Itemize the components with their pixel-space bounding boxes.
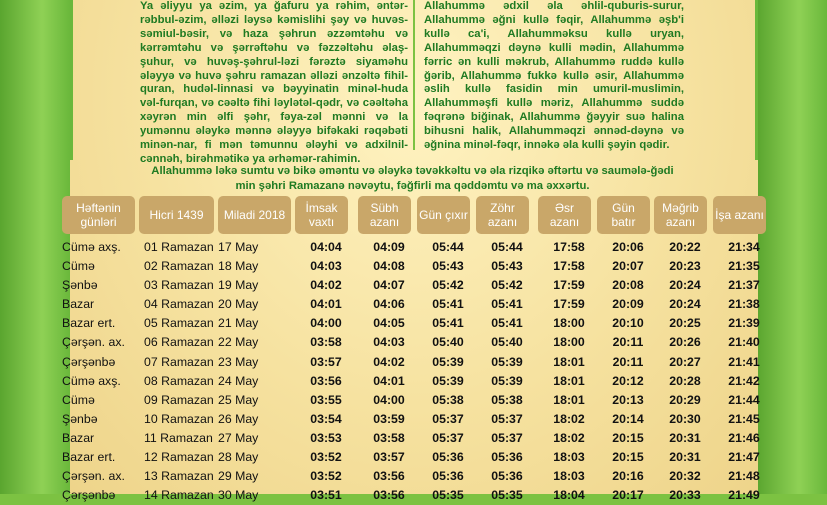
weekday: Çərşən. ax. xyxy=(62,469,125,484)
imsak-time: 03:51 xyxy=(310,488,342,503)
table-row xyxy=(62,238,766,257)
hijri-date: 13 Ramazan xyxy=(144,469,214,484)
imsak-time: 03:55 xyxy=(310,392,342,407)
header-fajr: Sübh azanı xyxy=(358,196,411,234)
imsak-time: 04:00 xyxy=(310,316,342,331)
weekday: Bazar ert. xyxy=(62,316,116,331)
maghrib-time: 20:28 xyxy=(669,373,701,388)
hijri-date: 03 Ramazan xyxy=(144,278,214,293)
gregorian-date: 23 May xyxy=(218,354,259,369)
sunset-time: 20:11 xyxy=(612,335,644,350)
sunset-time: 20:10 xyxy=(612,316,644,331)
table-row xyxy=(62,410,766,429)
hijri-date: 12 Ramazan xyxy=(144,450,214,465)
dhuhr-time: 05:36 xyxy=(491,469,523,484)
hijri-date: 07 Ramazan xyxy=(144,354,214,369)
header-hijri: Hicri 1439 xyxy=(139,196,214,234)
fajr-time: 04:07 xyxy=(373,278,405,293)
weekday: Şənbə xyxy=(62,278,98,293)
isha-time: 21:41 xyxy=(728,354,760,369)
isha-time: 21:37 xyxy=(728,278,760,293)
table-row xyxy=(62,295,766,314)
isha-time: 21:42 xyxy=(728,373,760,388)
fajr-time: 04:02 xyxy=(373,354,405,369)
weekday: Çərşən. ax. xyxy=(62,335,125,350)
fajr-time: 04:05 xyxy=(373,316,405,331)
header-sunrise: Gün çıxır xyxy=(417,196,470,234)
gregorian-date: 24 May xyxy=(218,373,259,388)
sunrise-time: 05:41 xyxy=(432,316,464,331)
fajr-time: 04:03 xyxy=(373,335,405,350)
isha-time: 21:47 xyxy=(728,450,760,465)
asr-time: 17:59 xyxy=(553,297,585,312)
weekday: Bazar ert. xyxy=(62,450,116,465)
isha-time: 21:48 xyxy=(728,469,760,484)
weekday: Çərşənbə xyxy=(62,354,116,369)
sunrise-time: 05:39 xyxy=(432,354,464,369)
sunset-time: 20:08 xyxy=(612,278,644,293)
prayer-text-left: Ya əliyyu ya əzim, ya ğafuru ya rəhim, əntər-rəbbul-əzim, əlləzi ləysə kəmislihi şəy və huvəs-səmiul-bəsir, və haza şəhrun əzzəmtəhu və kərrəmtəhu və şərrəftəhu və fəzzəltəhu əlaş-şuhur, və huvəş-şəhrul-ləzi fərəztə siyaməhu ələyyə və huvə şəhru ramazan əlləzi ənzəltə fihil-quran, hudəl-linnasi və bəyyinatin minəl-huda vəl-furqan, və cəəltə fihi ləylətəl-qədr, və cəəltəha xəyrən min əlfi şəhr, fəya-zəl mənni və la yumənnu ələykə mənnə ələyyə bifəkaki rəqəbəti minən-nar, fi mən təmunnu ələyhi və adxilnil-cənnəh, birəhmətikə ya ərhəmər-rahimin. xyxy=(140,0,408,165)
weekday: Cümə axş. xyxy=(62,373,121,388)
header-gregorian: Miladi 2018 xyxy=(218,196,291,234)
dhuhr-time: 05:36 xyxy=(491,450,523,465)
header-maghrib: Məğrib azanı xyxy=(654,196,707,234)
header-weekday: Həftənin günləri xyxy=(62,196,135,234)
gregorian-date: 28 May xyxy=(218,450,259,465)
prayer-text-right: Allahummə ədxil əla əhlil-quburis-surur, Allahummə əğni kullə fəqir, Allahummə əşb'i kullə ca'i, Allahumməksu kullə uryan, Allahumməqzi dəynə kulli mədin, Allahummə fərric ən kulli məkrub, Allahummə ruddə kullə ğərib, Allahummə fukkə kullə əsir, Allahummə əslih kullə fasidin min umuril-muslimin, Allahumməşfi kullə məriz, Allahummə suddə fəqrənə biğinak, Allahummə ğəyyir suə halina bihusni halik, Allahumməqzi ənnəd-dəynə və əğnina minəl-fəqr, innəkə əla kulli şəyin qədir. xyxy=(424,0,684,152)
sunset-time: 20:16 xyxy=(612,469,644,484)
imsak-time: 04:04 xyxy=(310,240,342,254)
imsak-time: 03:53 xyxy=(310,430,342,445)
table-row xyxy=(62,391,766,410)
fajr-time: 03:57 xyxy=(373,450,405,465)
imsak-time: 03:52 xyxy=(310,469,342,484)
sunset-time: 20:11 xyxy=(612,354,644,369)
table-row xyxy=(62,276,766,295)
sunrise-time: 05:41 xyxy=(432,297,464,312)
asr-time: 18:03 xyxy=(553,469,585,484)
isha-time: 21:39 xyxy=(728,316,760,331)
left-green-border xyxy=(0,0,70,494)
fajr-time: 03:59 xyxy=(373,411,405,426)
imsak-time: 03:56 xyxy=(310,373,342,388)
sunset-time: 20:07 xyxy=(612,259,644,274)
hijri-date: 04 Ramazan xyxy=(144,297,214,312)
isha-time: 21:45 xyxy=(728,411,760,426)
table-row xyxy=(62,372,766,391)
table-row xyxy=(62,314,766,333)
sunrise-time: 05:37 xyxy=(432,430,464,445)
dhuhr-time: 05:42 xyxy=(491,278,523,293)
sunset-time: 20:06 xyxy=(612,240,644,254)
header-isha: İşa azanı xyxy=(713,196,766,234)
table-header xyxy=(62,196,766,234)
header-sunset: Gün batır xyxy=(597,196,650,234)
asr-time: 18:00 xyxy=(553,316,585,331)
sunset-time: 20:12 xyxy=(612,373,644,388)
table-row xyxy=(62,257,766,276)
column-divider xyxy=(413,0,415,150)
sunset-time: 20:09 xyxy=(612,297,644,312)
imsak-time: 03:54 xyxy=(310,411,342,426)
hijri-date: 10 Ramazan xyxy=(144,411,214,426)
table-row xyxy=(62,353,766,372)
fajr-time: 03:56 xyxy=(373,488,405,503)
hijri-date: 11 Ramazan xyxy=(144,430,213,445)
asr-time: 17:59 xyxy=(553,278,585,293)
imsak-time: 04:03 xyxy=(310,259,342,274)
asr-time: 17:58 xyxy=(553,259,585,274)
sunrise-time: 05:36 xyxy=(432,469,464,484)
dhuhr-time: 05:43 xyxy=(491,259,523,274)
dhuhr-time: 05:39 xyxy=(491,373,523,388)
sunrise-time: 05:44 xyxy=(432,240,464,254)
prayer-text-bottom: Allahummə ləkə sumtu və bikə əməntu və ələykə təvəkkəltu və əla rizqikə əftərtu və saumələ-ğədi min şəhri Ramazanə nəvəytu, fəğfirli ma qəddəmtu və ma əxxərtu. xyxy=(151,165,674,192)
weekday: Bazar xyxy=(62,430,95,445)
isha-time: 21:44 xyxy=(728,392,760,407)
hijri-date: 05 Ramazan xyxy=(144,316,214,331)
imsak-time: 03:57 xyxy=(310,354,342,369)
table-row xyxy=(62,333,766,352)
gregorian-date: 22 May xyxy=(218,335,259,350)
asr-time: 18:00 xyxy=(553,335,585,350)
fajr-time: 03:58 xyxy=(373,430,405,445)
imsak-time: 04:02 xyxy=(310,278,342,293)
gregorian-date: 18 May xyxy=(218,259,259,274)
hijri-date: 09 Ramazan xyxy=(144,392,214,407)
header-dhuhr: Zöhr azanı xyxy=(476,196,529,234)
gregorian-date: 17 May xyxy=(218,240,259,254)
header-asr: Əsr azanı xyxy=(538,196,591,234)
sunset-time: 20:15 xyxy=(612,430,644,445)
isha-time: 21:35 xyxy=(728,259,760,274)
sunset-time: 20:15 xyxy=(612,450,644,465)
fajr-time: 03:56 xyxy=(373,469,405,484)
dhuhr-time: 05:37 xyxy=(491,411,523,426)
isha-time: 21:46 xyxy=(728,430,760,445)
dhuhr-time: 05:35 xyxy=(491,488,523,503)
sunset-time: 20:13 xyxy=(612,392,644,407)
gregorian-date: 25 May xyxy=(218,392,259,407)
dhuhr-time: 05:40 xyxy=(491,335,523,350)
isha-time: 21:38 xyxy=(728,297,760,312)
sunrise-time: 05:42 xyxy=(432,278,464,293)
maghrib-time: 20:27 xyxy=(669,354,701,369)
hijri-date: 08 Ramazan xyxy=(144,373,214,388)
fajr-time: 04:01 xyxy=(373,373,405,388)
fajr-time: 04:09 xyxy=(373,240,405,254)
asr-time: 17:58 xyxy=(553,240,585,254)
weekday: Bazar xyxy=(62,297,95,312)
maghrib-time: 20:33 xyxy=(669,488,701,503)
fajr-time: 04:08 xyxy=(373,259,405,274)
sunrise-time: 05:38 xyxy=(432,392,464,407)
maghrib-time: 20:24 xyxy=(669,297,701,312)
maghrib-time: 20:23 xyxy=(669,259,701,274)
asr-time: 18:01 xyxy=(553,373,585,388)
sunrise-time: 05:36 xyxy=(432,450,464,465)
maghrib-time: 20:25 xyxy=(669,316,701,331)
sunrise-time: 05:35 xyxy=(432,488,464,503)
gregorian-date: 29 May xyxy=(218,469,259,484)
sunrise-time: 05:40 xyxy=(432,335,464,350)
sunrise-time: 05:39 xyxy=(432,373,464,388)
hijri-date: 14 Ramazan xyxy=(144,488,214,503)
gregorian-date: 30 May xyxy=(218,488,259,503)
dhuhr-time: 05:39 xyxy=(491,354,523,369)
table-row xyxy=(62,448,766,467)
maghrib-time: 20:30 xyxy=(669,411,701,426)
asr-time: 18:03 xyxy=(553,450,585,465)
sunset-time: 20:14 xyxy=(612,411,644,426)
maghrib-time: 20:31 xyxy=(669,450,701,465)
table-row xyxy=(62,486,766,505)
asr-time: 18:04 xyxy=(553,488,585,503)
asr-time: 18:02 xyxy=(553,430,585,445)
maghrib-time: 20:26 xyxy=(669,335,701,350)
weekday: Şənbə xyxy=(62,411,98,426)
hijri-date: 02 Ramazan xyxy=(144,259,214,274)
hijri-date: 06 Ramazan xyxy=(144,335,214,350)
fajr-time: 04:00 xyxy=(373,392,405,407)
gregorian-date: 26 May xyxy=(218,411,259,426)
hijri-date: 01 Ramazan xyxy=(144,240,214,254)
asr-time: 18:01 xyxy=(553,392,585,407)
maghrib-time: 20:22 xyxy=(669,240,701,254)
asr-time: 18:02 xyxy=(553,411,585,426)
table-row xyxy=(62,467,766,486)
isha-time: 21:34 xyxy=(728,240,760,254)
dhuhr-time: 05:41 xyxy=(491,316,523,331)
asr-time: 18:01 xyxy=(553,354,585,369)
weekday: Cümə xyxy=(62,392,95,407)
sunrise-time: 05:43 xyxy=(432,259,464,274)
imsak-time: 03:52 xyxy=(310,450,342,465)
dhuhr-time: 05:44 xyxy=(491,240,523,254)
maghrib-time: 20:31 xyxy=(669,430,701,445)
isha-time: 21:49 xyxy=(728,488,760,503)
isha-time: 21:40 xyxy=(728,335,760,350)
sunrise-time: 05:37 xyxy=(432,411,464,426)
prayer-times-table xyxy=(62,238,766,505)
weekday: Cümə axş. xyxy=(62,240,121,254)
table-row xyxy=(62,429,766,448)
imsak-time: 03:58 xyxy=(310,335,342,350)
fajr-time: 04:06 xyxy=(373,297,405,312)
maghrib-time: 20:29 xyxy=(669,392,701,407)
imsak-time: 04:01 xyxy=(310,297,342,312)
sunset-time: 20:17 xyxy=(612,488,644,503)
dhuhr-time: 05:41 xyxy=(491,297,523,312)
dhuhr-time: 05:37 xyxy=(491,430,523,445)
gregorian-date: 21 May xyxy=(218,316,259,331)
maghrib-time: 20:24 xyxy=(669,278,701,293)
weekday: Çərşənbə xyxy=(62,488,116,503)
maghrib-time: 20:32 xyxy=(669,469,701,484)
gregorian-date: 27 May xyxy=(218,430,259,445)
header-imsak: İmsak vaxtı xyxy=(295,196,348,234)
gregorian-date: 20 May xyxy=(218,297,259,312)
gregorian-date: 19 May xyxy=(218,278,259,293)
dhuhr-time: 05:38 xyxy=(491,392,523,407)
weekday: Cümə xyxy=(62,259,95,274)
